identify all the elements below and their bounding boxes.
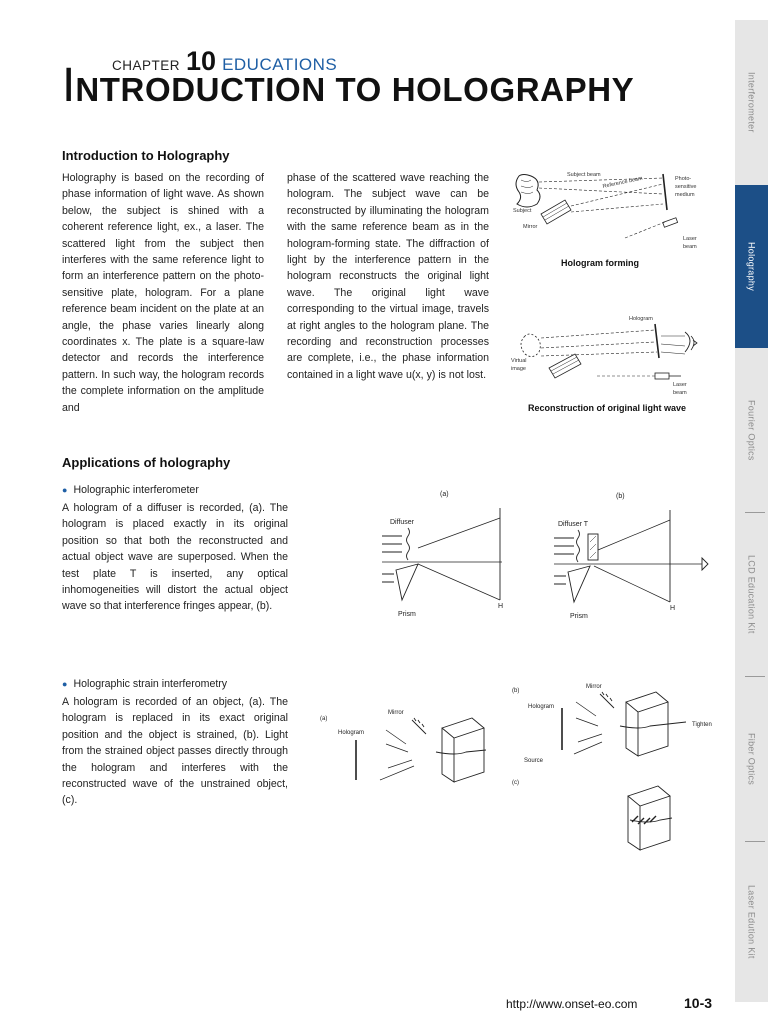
fig1-label-subject-beam: Subject beam [567, 172, 601, 178]
interf-label-b: (b) [616, 493, 625, 500]
reconstruction-caption: Reconstruction of original light wave [527, 403, 686, 413]
tab-lcd-education-kit[interactable] [735, 513, 768, 676]
bullet-label: Holographic interferometer [73, 484, 199, 496]
chapter-number: 10 [186, 46, 217, 76]
hologram-forming-figure [505, 166, 717, 258]
tab-label: Interferometer [746, 72, 757, 133]
fig1-label-beam: beam [683, 244, 697, 250]
fig2-label-image: image [511, 366, 526, 372]
strain-label-b: (b) [512, 688, 520, 694]
interf-label-prism-b: Prism [570, 613, 588, 620]
fig1-label-sensitive: sensitive [675, 184, 697, 190]
tab-fiber-optics[interactable] [735, 677, 768, 841]
fig1-label-medium: medium [675, 192, 695, 198]
strain-figure [316, 680, 720, 856]
hologram-forming-caption: Hologram forming [561, 258, 639, 268]
interf-label-prism-a: Prism [398, 611, 416, 618]
reconstruction-figure [505, 312, 717, 398]
bullet-dot-icon: ● [62, 485, 68, 495]
fig2-label-laser: Laser [673, 382, 687, 388]
page-number: 10-3 [684, 995, 713, 1011]
fig2-label-virtual: Virtual [511, 358, 527, 364]
intro-column-2: phase of the scattered wave reaching the hologram. The subject wave can be reconstructed by illuminating the hologram with the same reference beam as in the hologram-forming state. The diffraction of light by the interference pattern in the hologram reconstructs the original light wave. The original light wave corresponding to the virtual image, travels at right angles to the hologram plane. The recording and reconstruction processes are complete, i.e., the phase information contained in a light wave u(x, y) is not lost. [287, 172, 489, 381]
interf-label-h-a: H [498, 603, 504, 610]
bullet-holographic-interferometer [62, 484, 199, 496]
interf-label-diffuser: Diffuser [390, 519, 414, 526]
title-rest: NTRODUCTION TO HOLOGRAPHY [75, 71, 635, 108]
interf-label-diffuser-t: Diffuser T [558, 521, 589, 528]
fig1-label-reference-beam: Reference beam [602, 175, 644, 190]
chapter-topic: EDUCATIONS [222, 55, 338, 74]
tab-label: LCD Education Kit [746, 555, 757, 634]
strain-label-mirror-a: Mirror [388, 710, 404, 716]
fig2-label-hologram: Hologram [629, 316, 653, 322]
intro-heading: Introduction to Holography [62, 148, 230, 163]
title-initial: I [62, 59, 76, 112]
intro-column-1: Holography is based on the recording of phase information of light wave. As shown below, the subject is shined with a coherent reference light, ex., a laser. The scattered light from the subject then interferes with the same reference light to form an interference pattern on the photo-sensitive plate, hologram. For a plane reference beam incident on the plate at an angle, the phase varies linearly along coordinates x. The plate is a square-law detector and records the interference pattern. In such way, the hologram records the complete information on the amplitude and [62, 172, 264, 414]
strain-label-hologram-b: Hologram [528, 704, 555, 710]
strain-label-source: Source [524, 758, 544, 764]
chapter-sidebar [735, 20, 768, 1002]
strain-label-mirror-b: Mirror [586, 684, 602, 690]
footer-url[interactable]: http://www.onset-eo.com [506, 997, 638, 1011]
strain-text: A hologram is recorded of an object, (a). The hologram is replaced in its exact original position and the object is strained, (b). Light from the strained object passes directly through the hologram and interferes with the reconstructed wave of the unstrained object, (c). [62, 696, 288, 807]
strain-label-c: (c) [512, 780, 519, 786]
interferometer-text: A hologram of a diffuser is recorded, (a). The hologram is placed exactly in its original position so that both the reconstructed and actual object wave are superposed. When the test plate T is inserted, any optical inhomogeneities will distort the actual object wave so that interference fringes appear, (b). [62, 502, 288, 613]
applications-heading: Applications of holography [62, 455, 231, 470]
fig1-label-subject: Subject [513, 208, 532, 214]
fig2-label-beam: beam [673, 390, 687, 396]
fig1-label-laser: Laser [683, 236, 697, 242]
chapter-word: CHAPTER [112, 58, 181, 73]
interferometer-figure [372, 488, 712, 620]
bullet-dot-icon: ● [62, 679, 68, 689]
interf-label-h-b: H [670, 605, 676, 612]
tab-label: Fourier Optics [746, 399, 757, 461]
tab-label: Laser Edution Kit [746, 885, 757, 959]
bullet-label: Holographic strain interferometry [73, 678, 228, 690]
tab-holography[interactable] [735, 185, 768, 348]
strain-label-a: (a) [320, 716, 328, 722]
tab-fourier-optics[interactable] [735, 348, 768, 512]
fig1-label-mirror: Mirror [523, 224, 538, 230]
tab-label: Fiber Optics [746, 732, 757, 786]
fig1-label-photo: Photo- [675, 176, 692, 182]
strain-label-hologram-a: Hologram [338, 730, 365, 736]
strain-label-tighten: Tighten [692, 722, 712, 728]
tab-interferometer[interactable] [735, 20, 768, 185]
interf-label-a: (a) [440, 491, 449, 498]
bullet-strain-interferometry [62, 678, 227, 690]
tab-laser-edution-kit[interactable] [735, 842, 768, 1002]
tab-label: Holography [746, 241, 757, 292]
